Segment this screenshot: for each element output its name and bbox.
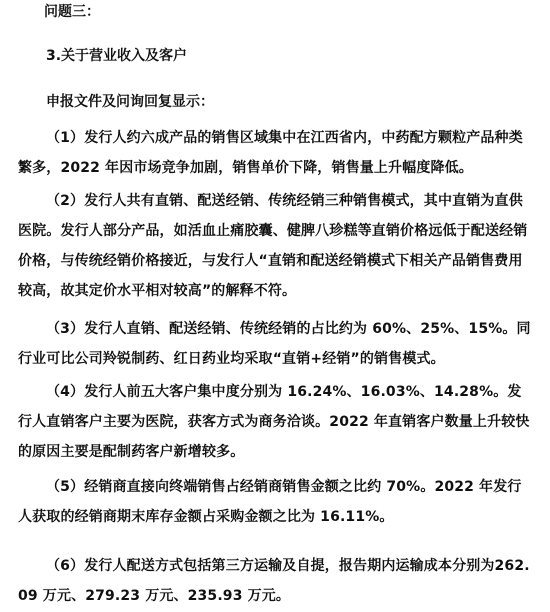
intro-line: 申报文件及问询回复显示： — [46, 94, 214, 110]
paragraph-3: （3）发行人直销、配送经销、传统经销的占比约为 60%、25%、15%。同行业可比公司羚锐制药、红日药业均采取“直销+经销”的销售模式。 — [18, 321, 531, 367]
item-heading: 3.关于营业收入及客户 — [46, 48, 188, 64]
paragraph-6: （6）发行人配送方式包括第三方运输及自提，报告期内运输成本分别为262.09 万元、279.23 万元、235.93 万元。 — [18, 558, 530, 604]
paragraph-2: （2）发行人共有直销、配送经销、传统经销三种销售模式，其中直销为直供医院。发行人部分产品，如活血止痛胶囊、健脾八珍糕等直销价格远低于配送经销价格，与传统经销价格接近，与发行人“直销和配送经销模式下相关产品销售费用较高，故其定价水平相对较高”的解释不符。 — [18, 193, 528, 299]
section-title: 问题三： — [44, 4, 100, 20]
paragraph-5: （5）经销商直接向终端销售占经销商销售金额之比约 70%。2022 年发行人获取的经销商期末库存金额占采购金额之比为 16.11%。 — [18, 479, 522, 525]
paragraph-4: （4）发行人前五大客户集中度分别为 16.24%、16.03%、14.28%。发行人直销客户主要为医院，获客方式为商务洽谈。2022 年直销客户数量上升较快的原因主要是配制药客户新增较多。 — [18, 384, 530, 460]
paragraph-1: （1）发行人约六成产品的销售区域集中在江西省内，中药配方颗粒产品种类繁多，2022 年因市场竞争加剧，销售单价下降，销售量上升幅度降低。 — [18, 130, 523, 176]
